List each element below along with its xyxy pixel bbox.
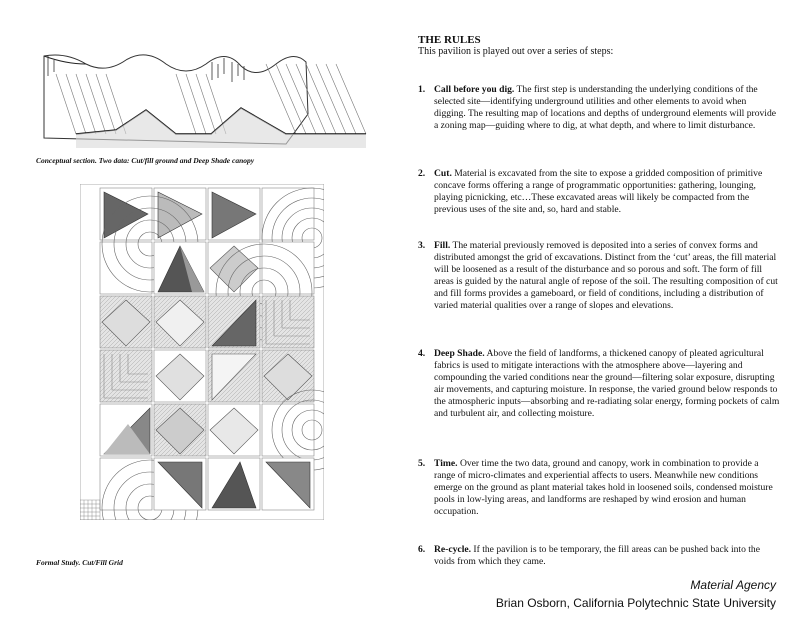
step-number: 1. [418, 84, 426, 95]
step-text: If the pavilion is to be temporary, the fill areas can be pushed back into the voids from which they came. [434, 544, 760, 567]
step-text: The first step is understanding the underlying conditions of the selected site—identifying underground utilities and other elements to avoid when digging. The resulting map of locations and depths of underground elements will provide a zoning map—guiding where to dig, at what depth, and where to limit disturbance. [434, 84, 777, 131]
rule-step-4 [418, 348, 780, 420]
step-heading: Cut. [434, 168, 452, 179]
rules-intro: This pavilion is played out over a series of steps: [418, 46, 614, 57]
sketch-caption: Conceptual section. Two data: Cut/fill ground and Deep Shade canopy [36, 156, 255, 165]
rules-header [418, 34, 780, 58]
step-heading: Call before you dig. [434, 84, 515, 95]
grid-caption: Formal Study. Cut/Fill Grid [36, 558, 123, 567]
cut-fill-grid [80, 184, 324, 520]
step-text: Material is excavated from the site to expose a gridded composition of primitive concave forms offering a range of programmatic opportunities: gathering, lounging, playing picnicking, etc…These excavated areas will likely be compacted from the previous uses of the site and, so, hard and stable. [434, 168, 763, 215]
author-credit: Brian Osborn, California Polytechnic State University [495, 596, 776, 610]
step-heading: Deep Shade. [434, 348, 485, 359]
step-heading: Fill. [434, 240, 451, 251]
step-number: 5. [418, 458, 426, 469]
step-text: Over time the two data, ground and canopy, work in combination to provide a range of micro-climates and experiential affects to users. Meanwhile new conditions emerge on the ground as plant material takes hold in loosened soils, condensed moisture pools in low-lying areas, and landforms are reshaped by wind erosion and human occupation. [434, 458, 773, 517]
step-text: The material previously removed is deposited into a series of convex forms and distributed amongst the grid of excavations. Distinct from the ‘cut’ areas, the fill material will be loosened as a result of the disturbance and so porous and soft. The form of fill areas is guided by the natural angle of repose of the soil. The resulting composition of cut and fill forms provides a gameboard, or field of conditions, including a distribution of varied material qualities over a range of slopes and elevations. [434, 240, 778, 311]
step-heading: Re-cycle. [434, 544, 472, 555]
step-number: 6. [418, 544, 426, 555]
conceptual-section-sketch [36, 34, 376, 156]
rule-step-6 [418, 544, 780, 568]
step-number: 4. [418, 348, 426, 359]
step-heading: Time. [434, 458, 458, 469]
rules-title: THE RULES [418, 34, 481, 46]
step-number: 3. [418, 240, 426, 251]
rule-step-1 [418, 84, 780, 132]
step-text: Above the field of landforms, a thickened canopy of pleated agricultural fabrics is used to mitigate interactions with the atmosphere above—layering and compounding the varied conditions near the ground—filtering solar exposure, disrupting air movements, and capturing moisture. In response, the varied ground below responds to the atmospheric inputs—absorbing and re-radiating solar energy, forming pockets of calm and turbulent air, and collecting moisture. [434, 348, 780, 419]
rule-step-3 [418, 240, 780, 312]
project-title: Material Agency [690, 578, 776, 592]
rule-step-5 [418, 458, 780, 518]
step-number: 2. [418, 168, 426, 179]
rule-step-2 [418, 168, 780, 216]
